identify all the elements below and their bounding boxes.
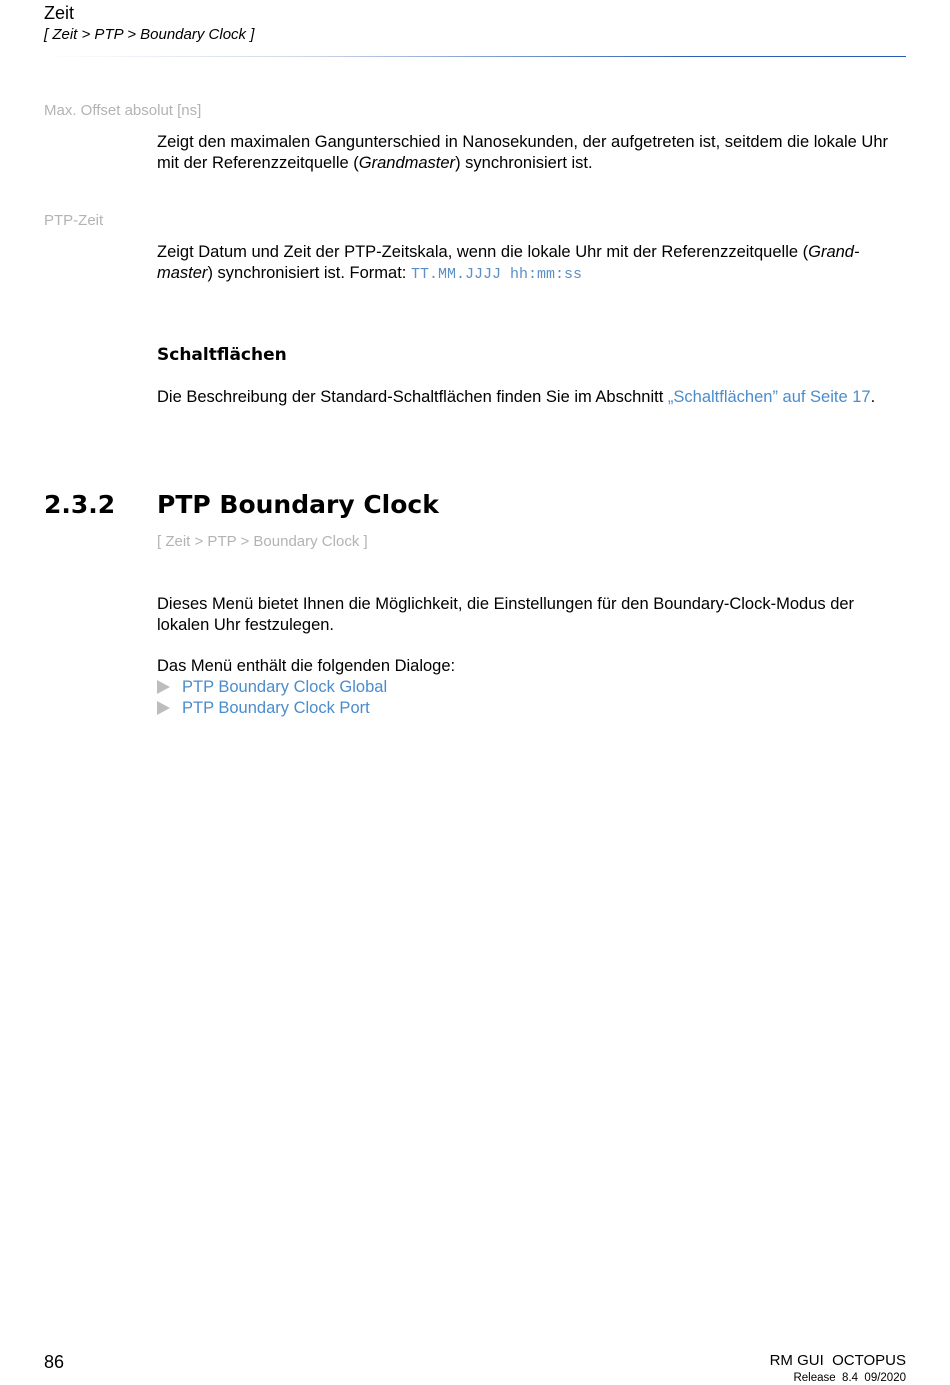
buttons-text: Die Beschreibung der Standard-Schaltflächen finden Sie im Abschnitt „Schaltflächen” auf Seite 17. (157, 388, 876, 406)
section-intro: Dieses Menü bietet Ihnen die Möglichkeit, die Einstellungen für den Boundary-Clock-Modus der lokalen Uhr festzulegen. (157, 595, 855, 634)
section-breadcrumb: [ Zeit > PTP > Boundary Clock ] (157, 533, 368, 550)
bullet-triangle-icon (157, 701, 170, 715)
footer-document: RM GUI OCTOPUS (769, 1352, 906, 1369)
buttons-heading: Schaltflächen (157, 345, 287, 365)
header-breadcrumb: [ Zeit > PTP > Boundary Clock ] (44, 26, 255, 43)
header-divider (44, 56, 906, 57)
section-number: 2.3.2 (44, 490, 116, 519)
dialog-link-global[interactable]: PTP Boundary Clock Global (157, 677, 387, 698)
param-label-ptp-zeit: PTP-Zeit (44, 212, 104, 229)
param-desc-ptp-zeit: Zeigt Datum und Zeit der PTP-Zeitskala, wenn die lokale Uhr mit der Referenzzeitquelle (Grand-master) synchronisiert ist. Format: TT.MM.JJJJ hh:mm:ss (157, 243, 860, 283)
footer-release: Release 8.4 09/2020 (793, 1372, 906, 1384)
param-label-max-offset: Max. Offset absolut [ns] (44, 102, 202, 119)
header-chapter-title: Zeit (44, 3, 75, 23)
param-desc-max-offset: Zeigt den maximalen Gangunterschied in Nanosekunden, der aufgetreten ist, seitdem die lokale Uhr mit der Referenzzeitquelle (Grandmaster) synchronisiert ist. (157, 133, 889, 172)
page-number: 86 (44, 1352, 65, 1372)
bullet-triangle-icon (157, 680, 170, 694)
time-format: TT.MM.JJJJ hh:mm:ss (410, 266, 583, 283)
buttons-page-link[interactable]: „Schaltflächen” auf Seite 17 (667, 388, 871, 406)
section-title: PTP Boundary Clock (157, 490, 439, 519)
dialogs-intro: Das Menü enthält die folgenden Dialoge: (157, 657, 456, 675)
dialog-link-port[interactable]: PTP Boundary Clock Port (157, 698, 370, 719)
